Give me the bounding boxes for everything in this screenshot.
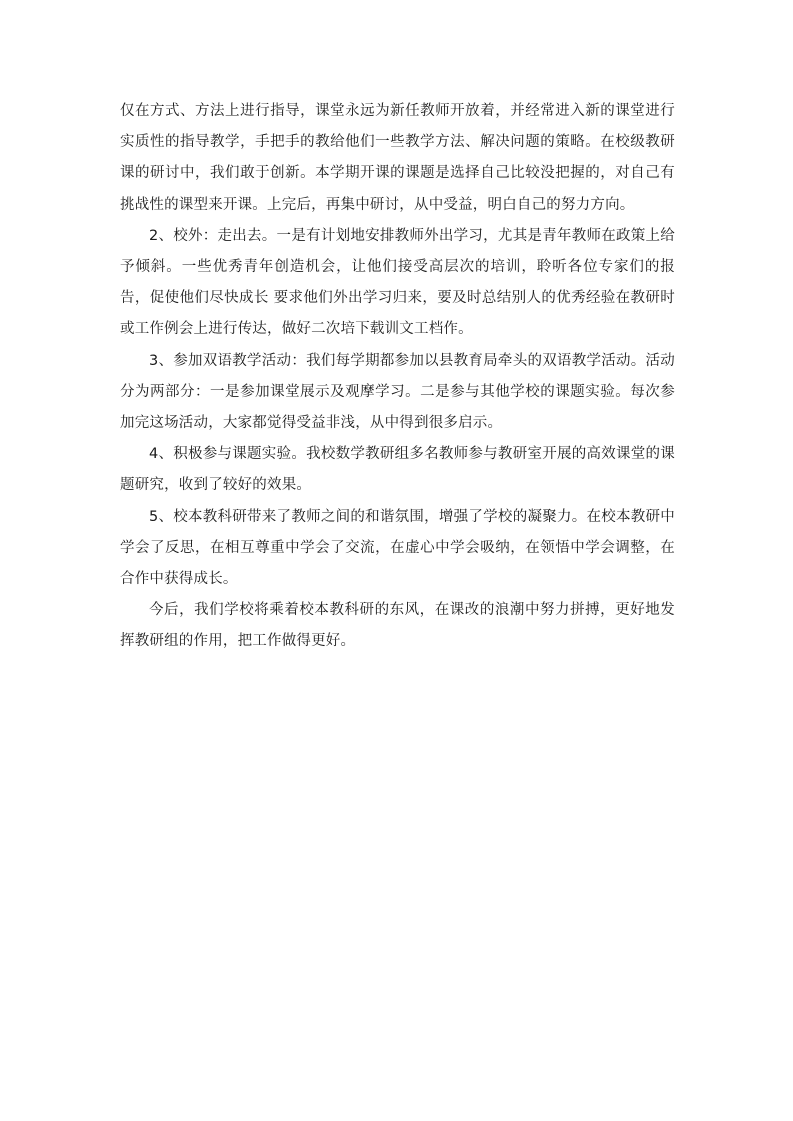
paragraph-item-2: 2、校外：走出去。一是有计划地安排教师外出学习，尤其是青年教师在政策上给予倾斜。一些优秀青年创造机会，让他们接受高层次的培训，聆听各位专家们的报告，促使他们尽快成长 要求他们外出学习归来，要及时总结别人的优秀经验在教研时或工作例会上进行传达，做好二次培下载训文工档作。: [120, 227, 675, 338]
document-body: [120, 96, 675, 658]
paragraph-continuation: 仅在方式、方法上进行指导，课堂永远为新任教师开放着，并经常进入新的课堂进行实质性的指导教学，手把手的教给他们一些教学方法、解决问题的策略。在校级教研课的研讨中，我们敢于创新。本学期开课的课题是选择自己比较没把握的，对自己有挑战性的课型来开课。上完后，再集中研讨，从中受益，明白自己的努力方向。: [120, 103, 675, 213]
paragraph-item-4: 4、积极参与课题实验。我校数学教研组多名教师参与教研室开展的高效课堂的课题研究，收到了较好的效果。: [120, 446, 675, 494]
paragraph-item-3: 3、参加双语教学活动：我们每学期都参加以县教育局牵头的双语教学活动。活动分为两部分：一是参加课堂展示及观摩学习。二是参与其他学校的课题实验。每次参加完这场活动，大家都觉得受益非浅，从中得到很多启示。: [120, 352, 675, 432]
paragraph-item-5: 5、校本教科研带来了教师之间的和谐氛围，增强了学校的凝聚力。在校本教研中学会了反思，在相互尊重中学会了交流，在虚心中学会吸纳，在领悟中学会调整，在合作中获得成长。: [120, 508, 675, 588]
paragraph-conclusion: 今后，我们学校将乘着校本教科研的东风，在课改的浪潮中努力拼搏，更好地发挥教研组的作用，把工作做得更好。: [120, 602, 675, 650]
